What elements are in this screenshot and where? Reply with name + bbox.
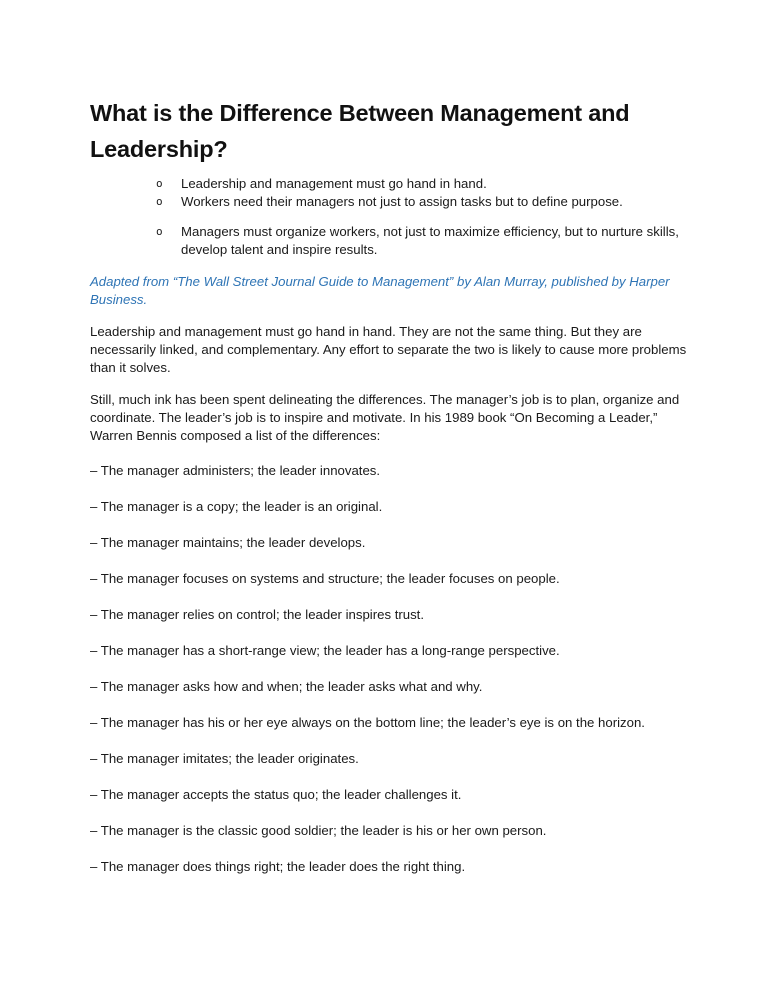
bullet-item (90, 193, 690, 211)
bullet-marker-icon: o (156, 225, 163, 238)
bullet-text: Managers must organize workers, not just to maximize efficiency, but to nurture skills, develop talent and inspire results. (181, 224, 679, 257)
difference-item: – The manager maintains; the leader develops. (90, 535, 366, 550)
difference-item: – The manager focuses on systems and structure; the leader focuses on people. (90, 571, 560, 586)
source-attribution: Adapted from “The Wall Street Journal Guide to Management” by Alan Murray, published by Harper Business. (90, 274, 670, 307)
body-paragraph: Still, much ink has been spent delineating the differences. The manager’s job is to plan, organize and coordinate. The leader’s job is to inspire and motivate. In his 1989 book “On Becoming a Leader,” Warren Bennis composed a list of the differences: (90, 392, 680, 443)
difference-item: – The manager has a short-range view; the leader has a long-range perspective. (90, 643, 560, 658)
bullet-item (90, 223, 690, 259)
difference-item: – The manager is a copy; the leader is an original. (90, 499, 383, 514)
bullet-text: Workers need their managers not just to assign tasks but to define purpose. (181, 194, 623, 209)
difference-item: – The manager does things right; the leader does the right thing. (90, 859, 466, 874)
body-paragraph: Leadership and management must go hand in hand. They are not the same thing. But they are necessarily linked, and complementary. Any effort to separate the two is likely to cause more problems than it solves. (90, 324, 687, 375)
difference-item: – The manager accepts the status quo; the leader challenges it. (90, 787, 462, 802)
difference-item: – The manager has his or her eye always on the bottom line; the leader’s eye is on the horizon. (90, 715, 645, 730)
bullet-marker-icon: o (156, 195, 163, 208)
summary-bullet-list (90, 175, 690, 259)
document-page (90, 95, 690, 876)
bullet-marker-icon: o (156, 177, 163, 190)
differences-list (90, 462, 690, 876)
difference-item: – The manager imitates; the leader originates. (90, 751, 359, 766)
difference-item: – The manager administers; the leader innovates. (90, 463, 381, 478)
difference-item: – The manager relies on control; the leader inspires trust. (90, 607, 425, 622)
difference-item: – The manager asks how and when; the leader asks what and why. (90, 679, 483, 694)
difference-item: – The manager is the classic good soldier; the leader is his or her own person. (90, 823, 547, 838)
page-title: What is the Difference Between Management and Leadership? (90, 100, 630, 162)
bullet-item (90, 175, 690, 193)
bullet-text: Leadership and management must go hand in hand. (181, 176, 487, 191)
